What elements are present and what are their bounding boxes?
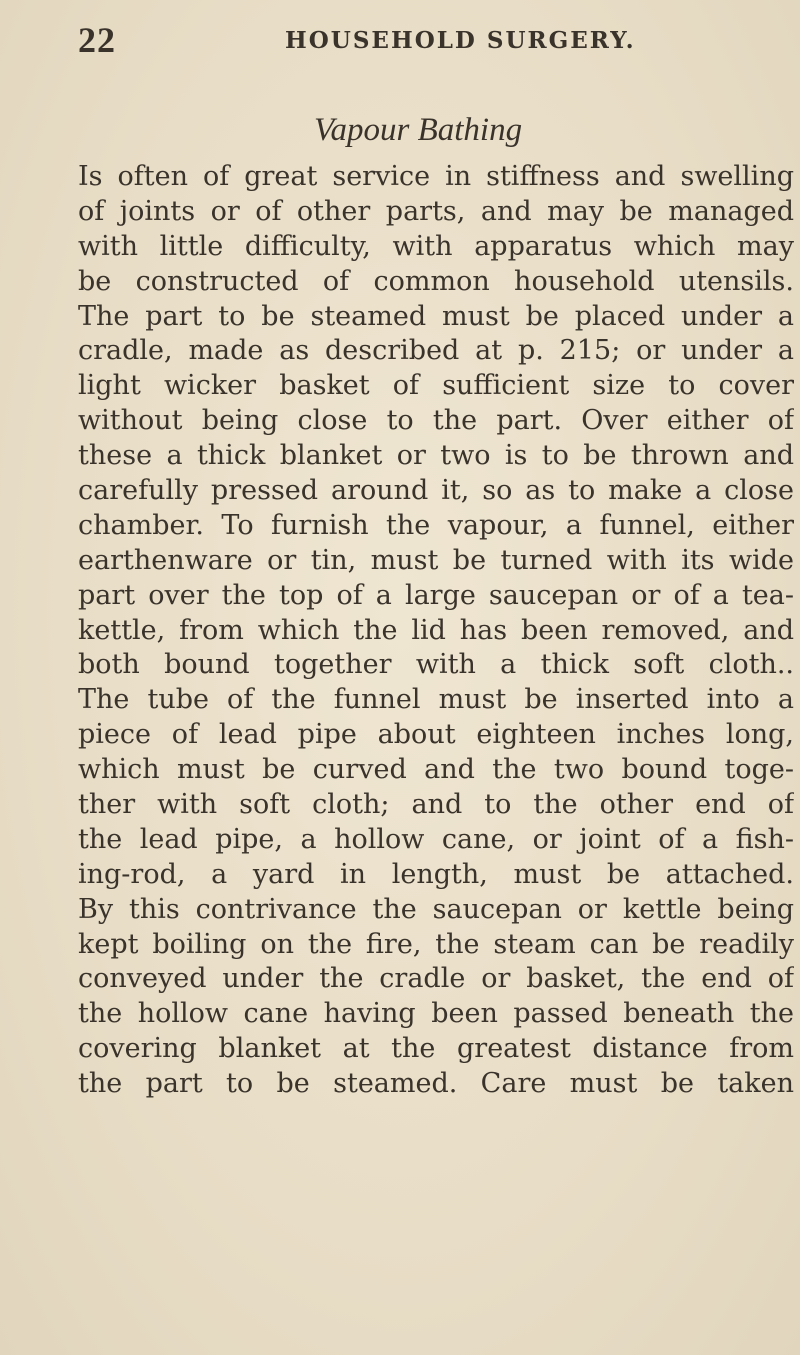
text-line: earthenware or tin, must be turned with its wide bbox=[78, 544, 794, 576]
text-line: be constructed of common household utensils. bbox=[78, 265, 794, 297]
text-line: The part to be steamed must be placed under a bbox=[78, 300, 794, 332]
text-line: kept boiling on the fire, the steam can be readily bbox=[78, 928, 794, 960]
text-line: light wicker basket of sufficient size to cover bbox=[78, 370, 794, 402]
section-heading: Vapour Bathing bbox=[314, 112, 523, 148]
text-line: covering blanket at the greatest distance from bbox=[78, 1033, 794, 1065]
text-line: part over the top of a large saucepan or of a tea- bbox=[78, 579, 794, 611]
text-line: kettle, from which the lid has been removed, and bbox=[78, 614, 794, 646]
text-line: the part to be steamed. Care must be taken bbox=[78, 1068, 794, 1100]
text-line: chamber. To furnish the vapour, a funnel, either bbox=[78, 509, 794, 541]
text-line: which must be curved and the two bound toge- bbox=[78, 754, 794, 786]
text-line: of joints or of other parts, and may be managed bbox=[78, 195, 794, 227]
text-line: the hollow cane having been passed beneath the bbox=[78, 998, 794, 1030]
text-line: without being close to the part. Over either of bbox=[78, 405, 794, 437]
page-number: 22 bbox=[78, 20, 116, 60]
running-head bbox=[0, 20, 800, 60]
text-line: cradle, made as described at p. 215; or under a bbox=[78, 335, 794, 367]
text-line: ing-rod, a yard in length, must be attached. bbox=[78, 858, 794, 890]
text-line: By this contrivance the saucepan or kettle being bbox=[78, 893, 794, 925]
text-line: with little difficulty, with apparatus which may bbox=[78, 230, 794, 262]
text-line: The tube of the funnel must be inserted into a bbox=[78, 684, 794, 716]
running-head-title: HOUSEHOLD SURGERY. bbox=[285, 27, 636, 54]
text-line: the lead pipe, a hollow cane, or joint of a fish- bbox=[78, 823, 794, 855]
text-line: conveyed under the cradle or basket, the end of bbox=[78, 963, 794, 995]
body-paragraph bbox=[78, 160, 794, 1102]
text-line: ther with soft cloth; and to the other end of bbox=[78, 789, 794, 821]
text-line: these a thick blanket or two is to be thrown and bbox=[78, 440, 794, 472]
text-line: both bound together with a thick soft cloth.. bbox=[78, 649, 794, 681]
text-line: carefully pressed around it, so as to make a close bbox=[78, 475, 794, 507]
text-line: piece of lead pipe about eighteen inches long, bbox=[78, 719, 794, 751]
text-line: Is often of great service in stiffness and swelling bbox=[78, 161, 794, 192]
